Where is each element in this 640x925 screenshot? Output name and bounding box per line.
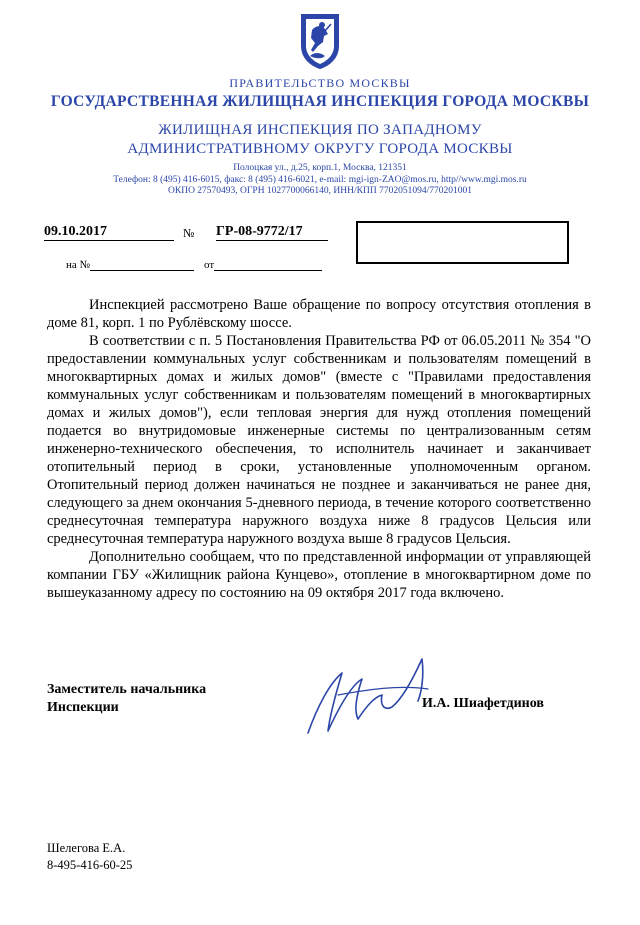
department-title-line1: ЖИЛИЩНАЯ ИНСПЕКЦИЯ ПО ЗАПАДНОМУ	[158, 122, 482, 138]
department-title	[0, 121, 640, 159]
government-title: ПРАВИТЕЛЬСТВО МОСКВЫ	[229, 76, 411, 90]
letter-number	[216, 224, 328, 241]
reply-to-label: на №	[66, 259, 91, 271]
body-paragraph-3: Дополнительно сообщаем, что по представленной информации от управляющей компании ГБУ «Жилищник района Кунцево», отопление в многоквартирном доме по вышеуказанному адресу по состоянию на 09 октября 2017 года включено.	[47, 549, 591, 601]
letter-date-value: 09.10.2017	[44, 224, 174, 241]
inspection-title: ГОСУДАРСТВЕННАЯ ЖИЛИЩНАЯ ИНСПЕКЦИЯ ГОРОДА МОСКВЫ	[50, 93, 590, 110]
executor-block	[47, 840, 132, 874]
reply-to	[66, 259, 194, 271]
phones: Телефон: 8 (495) 416-6015, факс: 8 (495) 416-6021, e-mail: mgi-ign-ZAO@mos.ru, http//www.mgi.mos.ru	[113, 174, 527, 185]
signer-position-line1: Заместитель начальника	[47, 682, 207, 697]
address: Полоцкая ул., д.25, корп.1, Москва, 121351	[233, 163, 407, 173]
moscow-coat-of-arms-icon	[298, 12, 342, 70]
signer-name: И.А. Шиафетдинов	[422, 696, 544, 711]
executor-phone: 8-495-416-60-25	[47, 858, 133, 872]
department-title-line2: АДМИНИСТРАТИВНОМУ ОКРУГУ ГОРОДА МОСКВЫ	[127, 141, 513, 157]
number-sign: №	[183, 226, 195, 240]
registry-codes: ОКПО 27570493, ОГРН 1027700066140, ИНН/КПП 7702051094/770201001	[168, 186, 472, 196]
reply-from-label: от	[204, 259, 215, 271]
handwritten-signature	[300, 645, 450, 745]
body-paragraph-2: В соответствии с п. 5 Постановления Правительства РФ от 06.05.2011 № 354 "О предоставлении коммунальных услуг собственникам и пользователям помещений в многоквартирных домах и жилых домов" (вместе с "Правилами предоставления коммунальных услуг собственникам и пользователям помещений в многоквартирных домах и жилых домов"), если тепловая энергия для нужд отопления помещений подается во внутридомовые инженерные системы по централизованным сетям инженерно-технического обеспечения, то исполнитель начинает и заканчивает отопительный период в сроки, установленные уполномоченным органом. Отопительный период должен начинаться не позднее и заканчиваться не ранее дня, следующего за днем окончания 5-дневного периода, в течение которого соответственно среднесуточная температура наружного воздуха ниже 8 градусов Цельсия или среднесуточная температура наружного воздуха выше 8 градусов Цельсия.	[47, 333, 591, 547]
redacted-recipient-box	[356, 221, 569, 264]
reply-from-line	[214, 259, 322, 271]
reply-from	[204, 259, 322, 271]
letter-date	[44, 224, 174, 241]
executor-name: Шелегова Е.А.	[47, 841, 126, 855]
reply-to-line	[90, 259, 194, 271]
letter-body	[47, 296, 591, 602]
signer-position-line2: Инспекции	[47, 700, 119, 715]
body-paragraph-1: Инспекцией рассмотрено Ваше обращение по вопросу отсутствия отопления в доме 81, корп. 1 по Рублёвскому шоссе.	[47, 297, 591, 331]
contact-block	[0, 163, 640, 198]
signer-position	[47, 681, 206, 717]
letter-number-value: ГР-08-9772/17	[216, 224, 328, 241]
